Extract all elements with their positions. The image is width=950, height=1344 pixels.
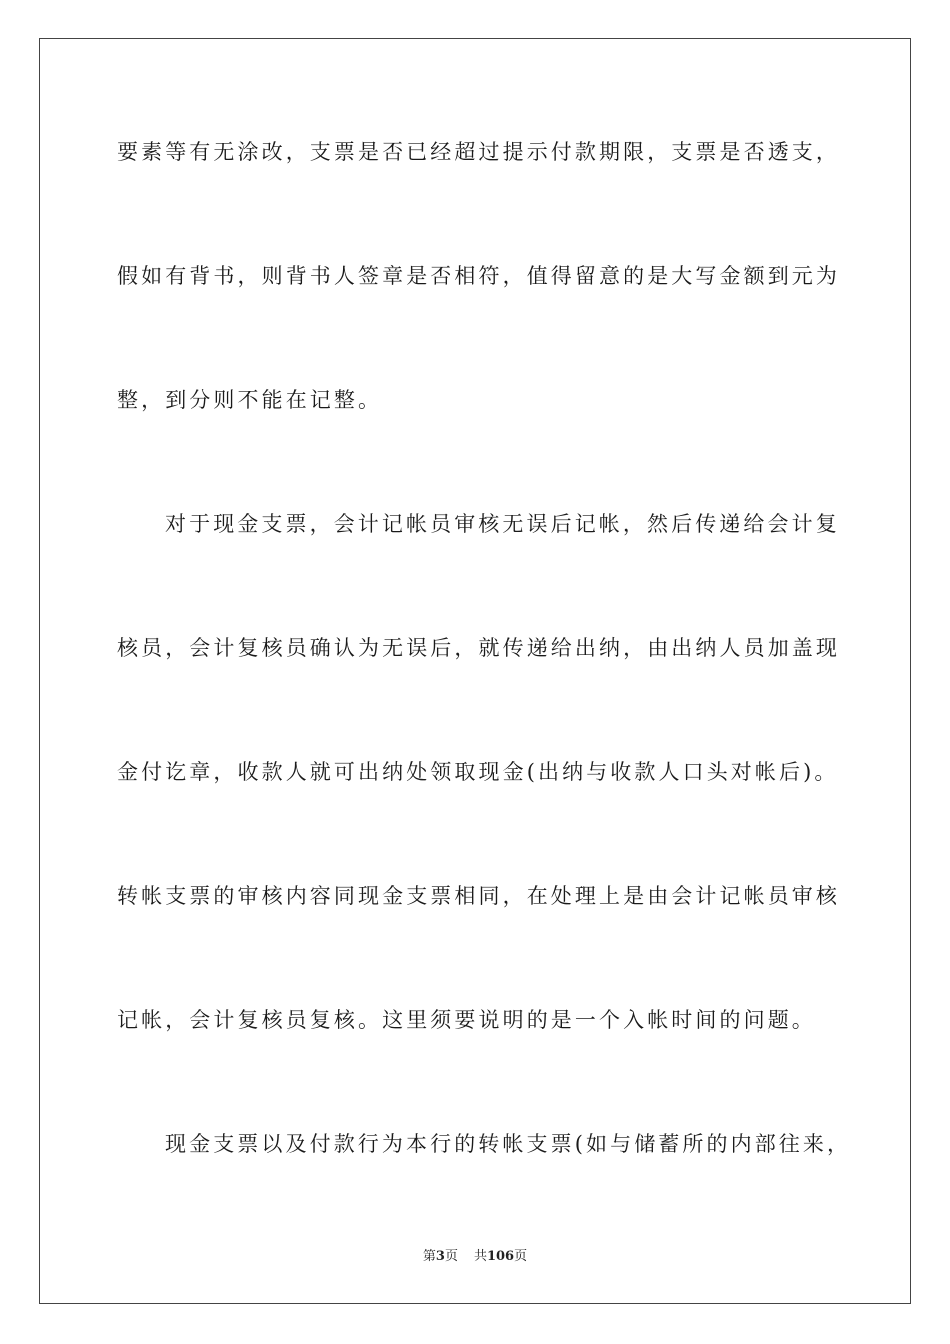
page-number: 3 — [435, 1249, 445, 1264]
text-line: 整，到分则不能在记整。 — [117, 388, 383, 412]
page-suffix: 页 — [444, 1249, 458, 1264]
text-line: 核员，会计复核员确认为无误后，就传递给出纳，由出纳人员加盖现 — [117, 636, 840, 660]
text-line: 转帐支票的审核内容同现金支票相同，在处理上是由会计记帐员审核 — [117, 884, 840, 908]
paragraph-start-line: 现金支票以及付款行为本行的转帐支票(如与储蓄所的内部往来， — [165, 1132, 852, 1156]
total-suffix: 页 — [514, 1249, 528, 1264]
paragraph-start-line: 对于现金支票，会计记帐员审核无误后记帐，然后传递给会计复 — [165, 512, 840, 536]
text-line: 记帐，会计复核员复核。这里须要说明的是一个入帐时间的问题。 — [117, 1008, 816, 1032]
page-border — [39, 38, 911, 1304]
text-line: 金付讫章，收款人就可出纳处领取现金(出纳与收款人口头对帐后)。 — [117, 760, 839, 784]
text-line: 假如有背书，则背书人签章是否相符，值得留意的是大写金额到元为 — [117, 264, 840, 288]
page-prefix: 第 — [422, 1249, 436, 1264]
text-line: 要素等有无涂改，支票是否已经超过提示付款期限，支票是否透支， — [117, 140, 840, 164]
total-pages: 106 — [486, 1249, 515, 1264]
page-footer — [0, 1248, 950, 1266]
total-prefix: 共 — [473, 1249, 487, 1264]
